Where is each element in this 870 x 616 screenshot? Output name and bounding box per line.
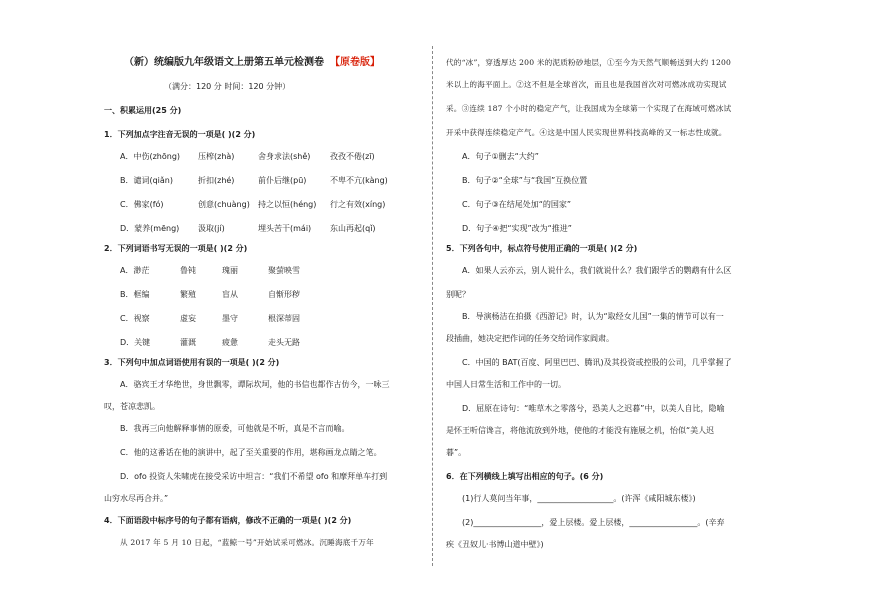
q3-line-5: D．ofo 投资人朱啸虎在接受采访中坦言：“我们不希望 ofo 和摩拜单车打到 (120, 472, 388, 481)
q3-line-4: C．他的这番话在他的演讲中，起了至关重要的作用，堪称画龙点睛之笔。 (120, 448, 382, 457)
question-3-stem: 3．下列句中加点词语使用有误的一项是( )(2 分) (104, 358, 280, 367)
q1-option-a-3: 舍身求法(shě) (258, 152, 311, 161)
q5-line-8: 是怀王听信谗言，将他流放到外地，使他的才能没有施展之机，怡似“美人迟 (446, 426, 715, 435)
q2-option-b-3: 盲从 (222, 290, 238, 299)
q3-line-2: 叹，苍凉悲凯。 (104, 402, 160, 411)
q4-passage-line-4: 开采中获得连续稳定产气。④这是中国人民实现世界科技高峰的又一标志性成就。 (446, 128, 727, 137)
title-main: （新）统编版九年级语文上册第五单元检测卷 (124, 57, 324, 68)
q1-option-b-4: 不卑不亢(kàng) (330, 176, 388, 185)
document-title (124, 58, 380, 68)
q1-option-a-1: A．中伤(zhōng) (120, 152, 181, 161)
question-1-stem: 1．下列加点字注音无误的一项是( )(2 分) (104, 130, 256, 139)
q2-option-c-1: C．视察 (120, 314, 150, 323)
q2-option-b-4: 自惭形秽 (268, 290, 300, 299)
section-heading: 一、积累运用(25 分) (104, 106, 182, 115)
question-5-stem: 5．下列各句中，标点符号使用正确的一项是( )(2 分) (446, 244, 638, 253)
q2-option-d-4: 走头无路 (268, 338, 300, 347)
q1-option-c-3: 持之以恒(héng) (258, 200, 317, 209)
q5-line-7: D．屈原在诗句：“唯草木之零落兮，恐美人之迟暮”中，以美人自比，隐喻 (462, 404, 725, 413)
q1-option-d-4: 东山再起(qǐ) (330, 224, 376, 233)
q2-option-c-3: 墨守 (222, 314, 238, 323)
q5-line-4: 段插曲，她决定把作词的任务交给词作家阎肃。 (446, 334, 614, 343)
q1-option-c-4: 行之有效(xíng) (330, 200, 386, 209)
q2-option-a-3: 瑰丽 (222, 266, 238, 275)
title-tag: 【原卷版】 (330, 57, 380, 68)
q6-line-2: (2)_________________，爱上层楼。爱上层楼，_________________。(辛弃 (462, 518, 725, 527)
q3-line-6: 山穷水尽再合并。” (104, 494, 169, 503)
q4-option-b: B．句子②“全球”与“我国”互换位置 (462, 176, 588, 185)
q2-option-a-4: 聚萤映雪 (268, 266, 300, 275)
q1-option-c-2: 创意(chuàng) (198, 200, 250, 209)
q1-option-c-1: C．佛家(fó) (120, 200, 164, 209)
q5-line-1: A．如果人云亦云，别人说什么，我们就说什么？我们跟学舌的鹦鹉有什么区 (462, 266, 732, 275)
q1-option-b-3: 前仆后继(pū) (258, 176, 307, 185)
q1-option-d-2: 汲取(jí) (198, 224, 225, 233)
q2-option-d-1: D．关键 (120, 338, 151, 347)
question-2-stem: 2．下列词语书写无误的一项是( )(2 分) (104, 244, 248, 253)
q5-line-3: B．导演杨洁在拍摄《西游记》时，认为“取经女儿国”一集的情节可以有一 (462, 312, 724, 321)
question-4-stem: 4．下面语段中标序号的句子都有语病，修改不正确的一项是( )(2 分) (104, 516, 352, 525)
q5-line-5: C．中国的 BAT(百度、阿里巴巴、腾讯)及其投资或控股的公司，几乎掌握了 (462, 358, 732, 367)
q4-option-a: A．句子①删去“大约” (462, 152, 539, 161)
q2-option-c-4: 根深蒂固 (268, 314, 300, 323)
q2-option-b-1: B．框编 (120, 290, 150, 299)
q4-option-d: D．句子④把“实现”改为“推进” (462, 224, 572, 233)
q2-option-b-2: 繁殖 (180, 290, 196, 299)
q1-option-b-1: B．谴词(qiǎn) (120, 176, 174, 185)
q2-option-a-2: 鲁钝 (180, 266, 196, 275)
q3-line-1: A．骆宾王才华绝世，身世飘零，谭际坎坷，他的书信也都作古仿今，一咏三 (120, 380, 390, 389)
q5-line-2: 别呢？ (446, 290, 470, 299)
q1-option-d-3: 埋头苦干(mái) (258, 224, 312, 233)
q1-option-d-1: D．蒙养(mēng) (120, 224, 180, 233)
q4-option-c: C．句子③在结尾处加“的国家” (462, 200, 572, 209)
q2-option-d-2: 灌溉 (180, 338, 196, 347)
q4-passage-line-2: 米以上的海平面上。②这不但是全球首次，而且也是我国首次对可燃冰成功实现试 (446, 80, 727, 89)
q4-passage-line-1: 代的“冰”，穿透厚达 200 米的泥质粉砂地层，①至今为天然气顺畅送到大约 1200 (446, 58, 732, 67)
q6-line-1: (1)行人莫问当年事，___________________。(许浑《咸阳城东楼》) (462, 494, 696, 503)
q4-passage-start: 从 2017 年 5 月 10 日起，“蓝鲸一号”开始试采可燃冰。沉睡海底千万年 (120, 538, 374, 547)
q1-option-b-2: 折扣(zhé) (198, 176, 235, 185)
column-divider (432, 46, 433, 566)
q5-line-6: 中国人日常生活和工作中的一切。 (446, 380, 566, 389)
q2-option-a-1: A．渺茫 (120, 266, 150, 275)
question-6-stem: 6．在下列横线上填写出相应的句子。(6 分) (446, 472, 604, 481)
q3-line-3: B．我再三向他解释事情的原委，可他就是不听，真是不言而喻。 (120, 424, 350, 433)
q4-passage-line-3: 采。③连续 187 个小时的稳定产气，让我国成为全球第一个实现了在海域可燃冰试 (446, 104, 732, 113)
q1-option-a-4: 孜孜不倦(zī) (330, 152, 375, 161)
q1-option-a-2: 压榨(zhà) (198, 152, 235, 161)
q2-option-c-2: 虚妄 (180, 314, 196, 323)
q2-option-d-3: 疲惫 (222, 338, 238, 347)
q5-line-9: 暮”。 (446, 448, 467, 457)
q6-line-3: 疾《丑奴儿·书博山道中壁》) (446, 540, 544, 549)
document-subtitle: （满分：120 分 时间：120 分钟） (164, 82, 291, 91)
